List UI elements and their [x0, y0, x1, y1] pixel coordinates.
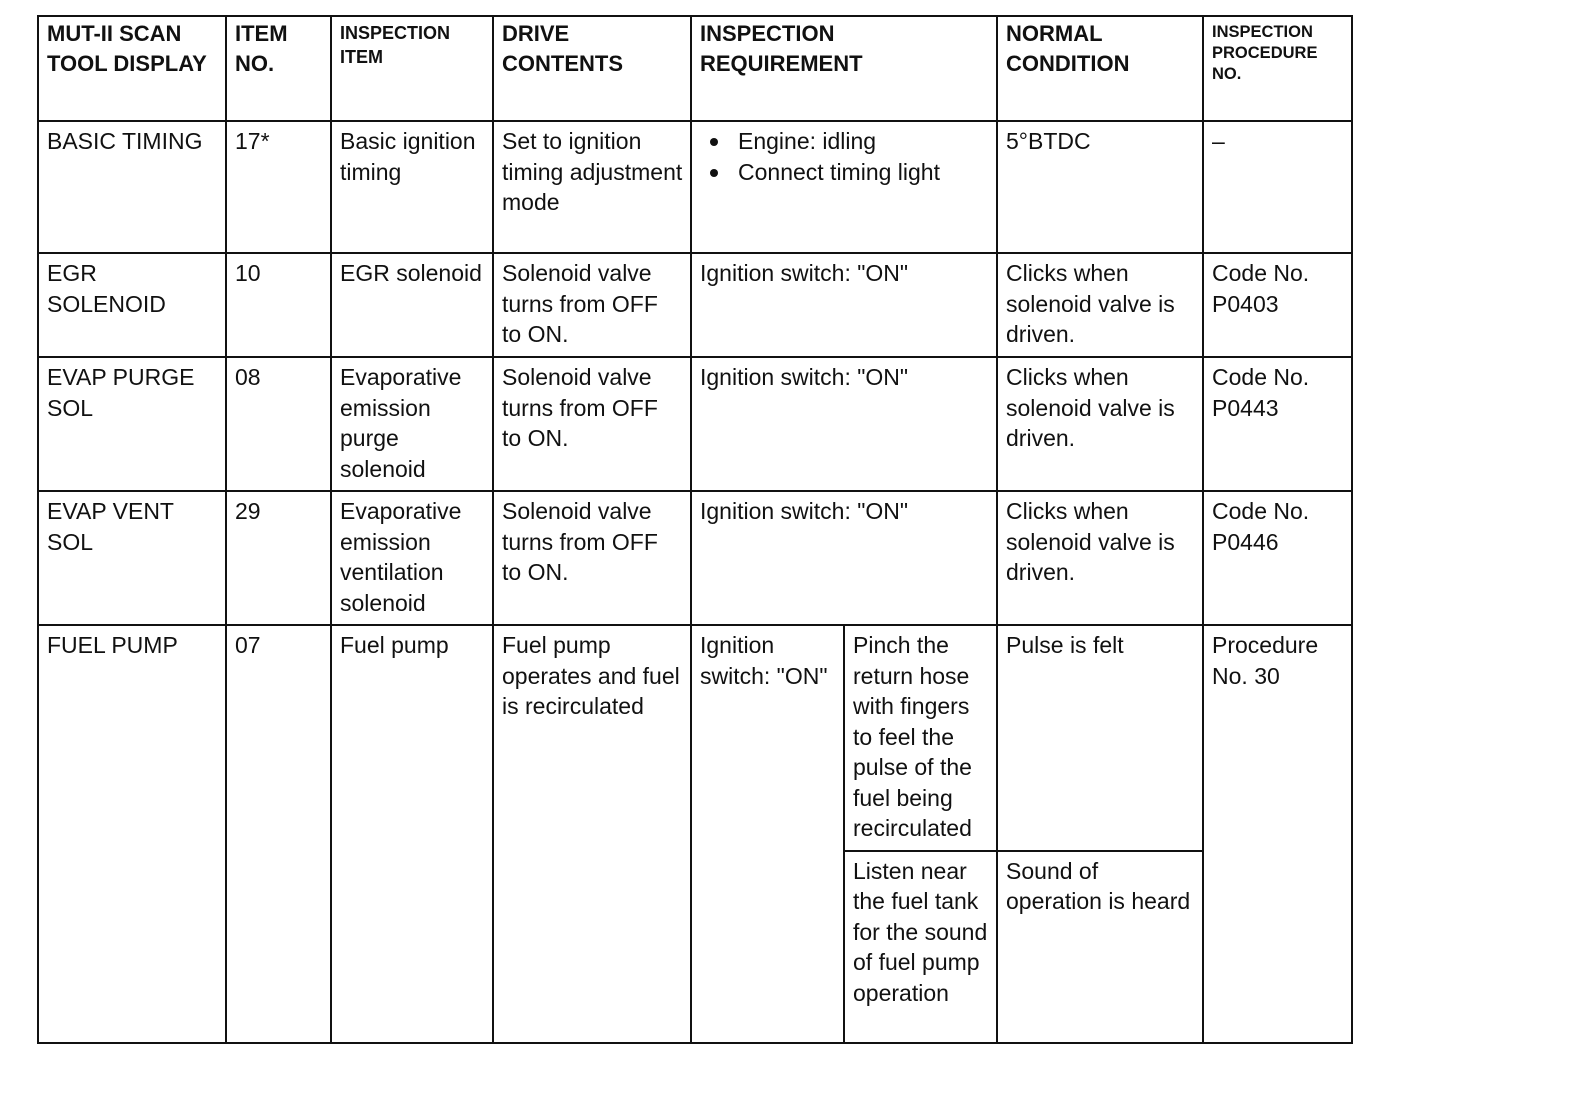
- cell-drive-contents: Set to ignition timing adjustment mode: [493, 121, 691, 253]
- cell-procedure-no: –: [1203, 121, 1352, 253]
- cell-inspection-requirement: [691, 121, 997, 253]
- requirement-bullet: Engine: idling: [700, 126, 989, 157]
- table-row: [38, 491, 1352, 625]
- cell-display: EVAP VENT SOL: [38, 491, 226, 625]
- cell-inspection-requirement: Ignition switch: "ON": [691, 625, 844, 1043]
- header-drive-contents: DRIVE CONTENTS: [493, 16, 691, 121]
- cell-drive-contents: Solenoid valve turns from OFF to ON.: [493, 491, 691, 625]
- requirement-bullet-list: [700, 126, 989, 187]
- header-scan-tool-display: MUT-II SCAN TOOL DISPLAY: [38, 16, 226, 121]
- cell-inspection-item: Fuel pump: [331, 625, 493, 1043]
- cell-inspection-requirement: Ignition switch: "ON": [691, 253, 997, 357]
- cell-normal-condition: Sound of operation is heard: [997, 851, 1203, 1043]
- cell-normal-condition: 5°BTDC: [997, 121, 1203, 253]
- header-inspection-procedure-no: INSPECTION PROCEDURE NO.: [1203, 16, 1352, 121]
- cell-normal-condition: Pulse is felt: [997, 625, 1203, 851]
- cell-inspection-item: Evaporative emission ventilation solenoid: [331, 491, 493, 625]
- table-row: [38, 357, 1352, 491]
- table-row: [38, 253, 1352, 357]
- cell-item-no: 07: [226, 625, 331, 1043]
- cell-drive-contents: Fuel pump operates and fuel is recirculated: [493, 625, 691, 1043]
- table-row: [38, 625, 1352, 851]
- cell-procedure-no: Code No. P0446: [1203, 491, 1352, 625]
- requirement-bullet: Connect timing light: [700, 157, 989, 188]
- cell-item-no: 10: [226, 253, 331, 357]
- cell-item-no: 17*: [226, 121, 331, 253]
- header-inspection-item: INSPECTION ITEM: [331, 16, 493, 121]
- header-item-no: ITEM NO.: [226, 16, 331, 121]
- cell-item-no: 29: [226, 491, 331, 625]
- cell-check-method: Pinch the return hose with fingers to feel the pulse of the fuel being recirculated: [844, 625, 997, 851]
- header-row: [38, 16, 1352, 121]
- cell-procedure-no: Code No. P0403: [1203, 253, 1352, 357]
- cell-inspection-requirement: Ignition switch: "ON": [691, 357, 997, 491]
- cell-check-method: Listen near the fuel tank for the sound of fuel pump operation: [844, 851, 997, 1043]
- cell-display: BASIC TIMING: [38, 121, 226, 253]
- cell-drive-contents: Solenoid valve turns from OFF to ON.: [493, 357, 691, 491]
- actuator-test-table: [37, 15, 1353, 1044]
- header-normal-condition: NORMAL CONDITION: [997, 16, 1203, 121]
- cell-normal-condition: Clicks when solenoid valve is driven.: [997, 357, 1203, 491]
- cell-display: EGR SOLENOID: [38, 253, 226, 357]
- cell-drive-contents: Solenoid valve turns from OFF to ON.: [493, 253, 691, 357]
- cell-inspection-item: Basic ignition timing: [331, 121, 493, 253]
- cell-inspection-item: Evaporative emission purge solenoid: [331, 357, 493, 491]
- cell-display: EVAP PURGE SOL: [38, 357, 226, 491]
- cell-item-no: 08: [226, 357, 331, 491]
- cell-procedure-no: Procedure No. 30: [1203, 625, 1352, 1043]
- header-inspection-requirement: INSPECTION REQUIREMENT: [691, 16, 997, 121]
- cell-procedure-no: Code No. P0443: [1203, 357, 1352, 491]
- cell-normal-condition: Clicks when solenoid valve is driven.: [997, 253, 1203, 357]
- table-row: [38, 121, 1352, 253]
- cell-normal-condition: Clicks when solenoid valve is driven.: [997, 491, 1203, 625]
- cell-inspection-requirement: Ignition switch: "ON": [691, 491, 997, 625]
- cell-inspection-item: EGR solenoid: [331, 253, 493, 357]
- cell-display: FUEL PUMP: [38, 625, 226, 1043]
